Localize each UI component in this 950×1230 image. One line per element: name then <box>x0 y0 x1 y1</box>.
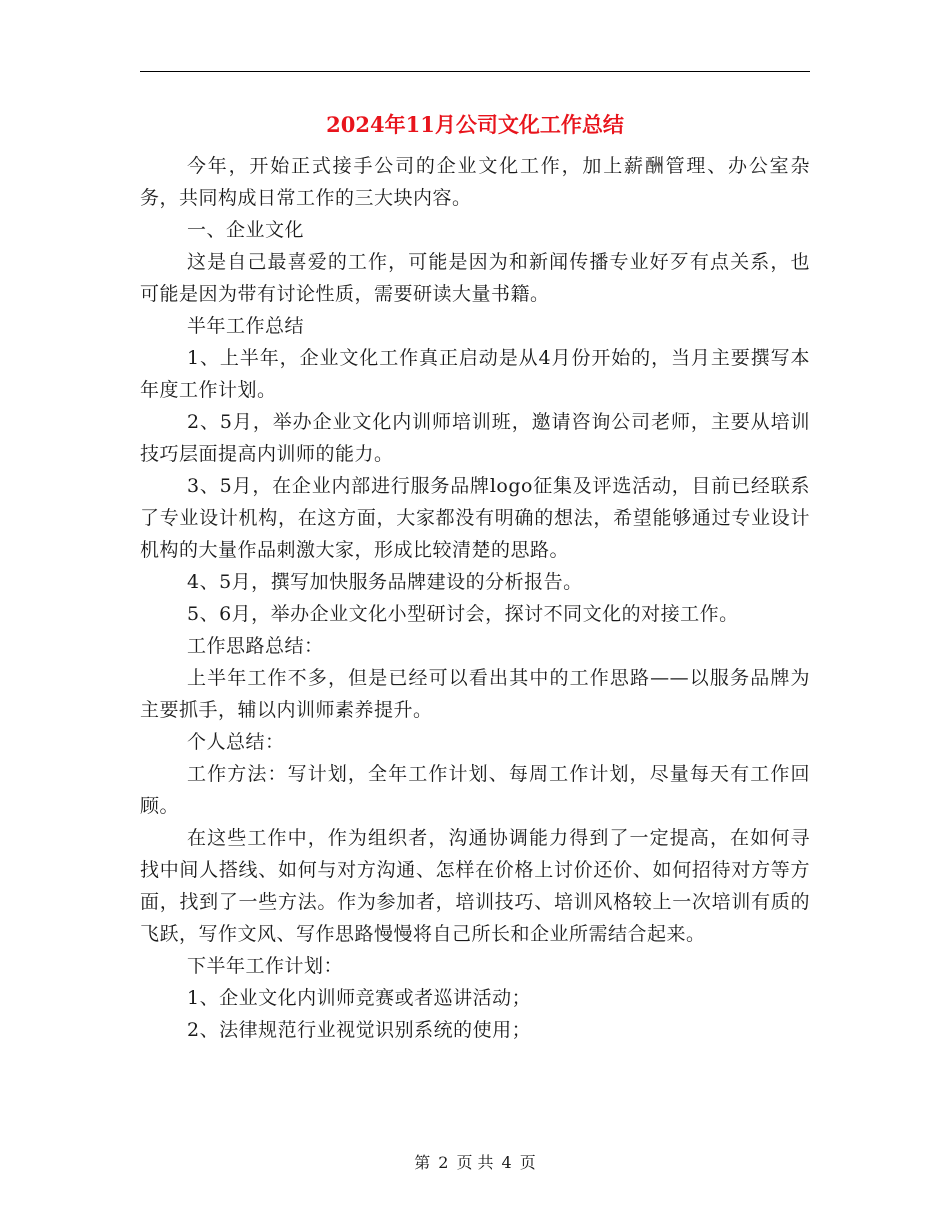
total-pages: 4 <box>501 1153 512 1172</box>
document-title: 2024年11月公司文化工作总结 <box>326 112 624 137</box>
plan-item-2: 2、法律规范行业视觉识别系统的使用； <box>187 1019 532 1041</box>
plan-item-1: 1、企业文化内训师竞赛或者巡讲活动； <box>187 987 532 1009</box>
list-item-5: 5、6月，举办企业文化小型研讨会，探讨不同文化的对接工作。 <box>187 603 739 625</box>
page-number: 2 <box>438 1153 449 1172</box>
footer-suffix: 页 <box>519 1153 536 1172</box>
paragraph-work-method: 工作方法：写计划，全年工作计划、每周工作计划，尽量每天有工作回顾。 <box>140 763 810 817</box>
subheading-work-approach: 工作思路总结： <box>187 635 324 657</box>
paragraph-intro: 今年，开始正式接手公司的企业文化工作，加上薪酬管理、办公室杂务，共同构成日常工作的三大块内容。 <box>140 155 810 209</box>
list-item-4: 4、5月，撰写加快服务品牌建设的分析报告。 <box>187 571 583 593</box>
document-body <box>140 150 810 1046</box>
footer-prefix: 第 <box>414 1153 431 1172</box>
page-footer <box>0 1152 950 1174</box>
section-heading-corporate-culture: 一、企业文化 <box>187 219 305 241</box>
paragraph-reflection: 在这些工作中，作为组织者，沟通协调能力得到了一定提高，在如何寻找中间人搭线、如何与对方沟通、怎样在价格上讨价还价、如何招待对方等方面，找到了一些方法。作为参加者，培训技巧、培训风格较上一次培训有质的飞跃，写作文风、写作思路慢慢将自己所长和企业所需结合起来。 <box>140 827 810 945</box>
subheading-personal-summary: 个人总结： <box>187 731 285 753</box>
paragraph-work-approach: 上半年工作不多，但是已经可以看出其中的工作思路——以服务品牌为主要抓手，辅以内训师素养提升。 <box>140 667 810 721</box>
list-item-1: 1、上半年，企业文化工作真正启动是从4月份开始的，当月主要撰写本年度工作计划。 <box>140 347 810 401</box>
footer-middle: 页 共 <box>456 1153 494 1172</box>
list-item-3: 3、5月，在企业内部进行服务品牌logo征集及评选活动，目前已经联系了专业设计机构，在这方面，大家都没有明确的想法，希望能够通过专业设计机构的大量作品刺激大家，形成比较清楚的思路。 <box>140 475 810 561</box>
subheading-second-half-plan: 下半年工作计划： <box>187 955 344 977</box>
list-item-2: 2、5月，举办企业文化内训师培训班，邀请咨询公司老师，主要从培训技巧层面提高内训师的能力。 <box>140 411 810 465</box>
header-rule <box>140 71 810 72</box>
subheading-half-year-summary: 半年工作总结 <box>187 315 305 337</box>
paragraph-favorite-work: 这是自己最喜爱的工作，可能是因为和新闻传播专业好歹有点关系，也可能是因为带有讨论性质，需要研读大量书籍。 <box>140 251 810 305</box>
